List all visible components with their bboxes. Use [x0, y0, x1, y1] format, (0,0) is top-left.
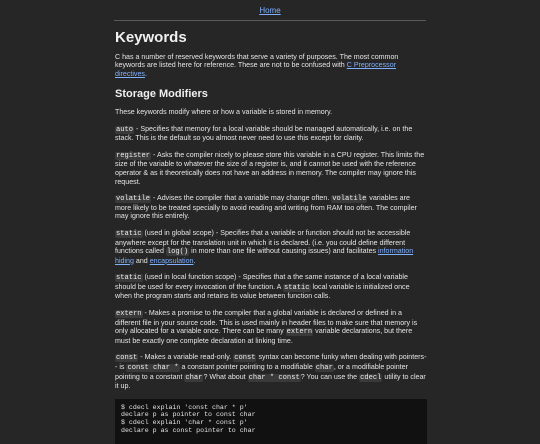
- intro-paragraph: [115, 53, 427, 79]
- auto-paragraph: [115, 125, 427, 143]
- terminal-line: declare p as pointer to const char: [121, 411, 256, 419]
- volatile-keyword-inline: volatile: [332, 195, 367, 204]
- terminal-line: $ cdecl explain 'const char * p': [121, 403, 248, 411]
- register-paragraph: [115, 151, 427, 186]
- const-char-ptr-code: const char *: [127, 364, 179, 373]
- register-text: - Asks the compiler nicely to please store this variable in a CPU register. This limits the size of the variable to whatever the size of a register is, and it cannot be used with the reference operator & as it theoretically does not have an address in memory. The compiler may ignore this request.: [115, 150, 425, 186]
- volatile-paragraph: [115, 194, 427, 221]
- log-function-code: log(): [166, 248, 189, 257]
- volatile-text-2: variables are more likely to be treated specially to avoid reading and writing from RAM too often. The compiler may ignore this entirely.: [115, 194, 417, 221]
- volatile-keyword: volatile: [116, 195, 151, 204]
- static-global-and: and: [133, 256, 150, 265]
- static-global-text: (used in global scope) - Specifies that a variable or function should not be accessible anywhere except for the translation unit in which it is declared. (i.e. you could define different functions called: [115, 228, 411, 256]
- top-nav: [0, 0, 540, 20]
- terminal-code-block: [115, 399, 427, 444]
- intro-text: C has a number of reserved keywords that serve a variety of purposes. The most common keywords are listed here for reference. These are not to be confused with: [115, 52, 399, 70]
- storage-description: These keywords modify where or how a variable is stored in memory.: [115, 107, 333, 116]
- const-text-2: syntax can become funky when dealing with pointers-- is: [115, 353, 427, 372]
- static-local-keyword: static: [116, 274, 142, 283]
- char-code: char: [315, 364, 333, 373]
- section-heading-storage: Storage Modifiers: [115, 88, 208, 101]
- static-local-text: (used in local function scope) - Specifies that a the same instance of a local variable should be used for every invocation of the function. A: [115, 273, 408, 291]
- extern-text-2: variable declarations, but there must be exactly one complete declaration at linking time.: [115, 327, 413, 345]
- const-text-3: a constant pointer pointing to a modifiable: [179, 363, 315, 372]
- auto-text: - Specifies that memory for a local variable should be managed automatically, i.e. on the stack. This is the default so you almost never need to use this except for clarity.: [115, 124, 413, 143]
- extern-keyword-inline: extern: [286, 328, 313, 337]
- register-keyword: register: [116, 151, 151, 160]
- static-global-paragraph: [115, 229, 427, 265]
- char-ptr-const-code: char * const: [248, 373, 300, 382]
- terminal-line: $ cdecl explain 'char * const p': [121, 419, 248, 426]
- static-global-end: .: [193, 256, 196, 265]
- encapsulation-link[interactable]: encapsulation: [149, 256, 194, 265]
- static-keyword: static: [116, 229, 142, 238]
- static-local-paragraph: [115, 273, 427, 301]
- extern-paragraph: [115, 309, 427, 345]
- intro-end: .: [144, 69, 147, 78]
- const-keyword-inline: const: [234, 354, 256, 363]
- information-hiding-link[interactable]: information hiding: [115, 247, 414, 265]
- extern-text: - Makes a promise to the compiler that a global variable is declared or defined in a different file in your source code. This is used mainly in header files to make sure that memory is only allocated for a variable once. There can be many: [115, 309, 418, 336]
- const-text-7: utility to clear it up.: [115, 372, 426, 391]
- const-text-4: , or a modifiable pointer pointing to a constant: [115, 363, 408, 381]
- terminal-line: declare p as const pointer to char: [121, 426, 256, 434]
- const-text-5: ? What about: [203, 372, 248, 381]
- const-text-6: ? You can use the: [300, 372, 360, 381]
- page-title: Keywords: [115, 29, 187, 46]
- auto-keyword: auto: [116, 125, 134, 134]
- const-keyword: const: [116, 354, 138, 363]
- static-local-text-2: local variable is initialized once when the program starts and retains its value between function calls.: [115, 282, 410, 301]
- const-text: - Makes a variable read-only.: [138, 353, 234, 362]
- volatile-text: - Advises the compiler that a variable may change often.: [151, 194, 332, 203]
- main-content: [115, 28, 427, 444]
- nav-divider: [114, 20, 426, 21]
- preprocessor-link[interactable]: C Preprocessor directives: [115, 61, 397, 78]
- static-global-text-2: in more than one file without causing issues) and facilitates: [189, 247, 379, 256]
- extern-keyword: extern: [116, 310, 142, 319]
- home-link[interactable]: Home: [259, 6, 281, 15]
- static-local-keyword-inline: static: [284, 283, 310, 292]
- cdecl-code: cdecl: [360, 373, 382, 382]
- char-code-2: char: [185, 373, 203, 382]
- const-paragraph: [115, 353, 427, 390]
